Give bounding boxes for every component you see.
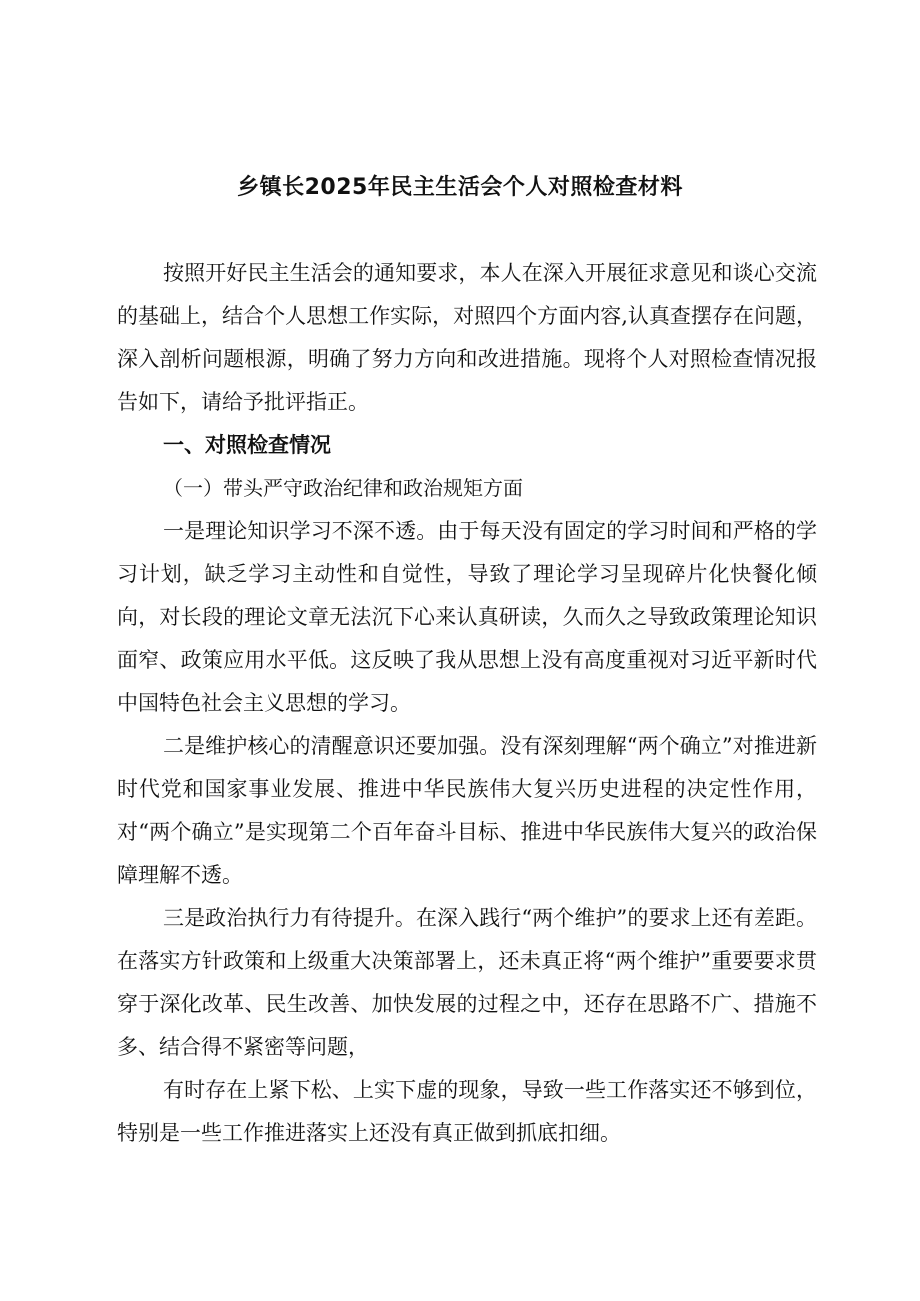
body-paragraph-2: 二是维护核心的清醒意识还要加强。没有深刻理解“两个确立”对推进新时代党和国家事业发展、推进中华民族伟大复兴历史进程的决定性作用，对“两个确立”是实现第二个百年奋斗目标、推进中华民族伟大复兴的政治保障理解不透。 (117, 734, 817, 887)
body-paragraph-4: 有时存在上紧下松、上实下虚的现象，导致一些工作落实还不够到位，特别是一些工作推进落实上还没有真正做到抓底扣细。 (117, 1078, 817, 1145)
section-heading: 一、对照检查情况 (163, 433, 331, 457)
body-paragraph-3: 三是政治执行力有待提升。在深入践行“两个维护”的要求上还有差距。在落实方针政策和上级重大决策部署上，还未真正将“两个维护”重要要求贯穿于深化改革、民生改善、加快发展的过程之中，还存在思路不广、措施不多、结合得不紧密等问题， (117, 906, 817, 1059)
document-title: 乡镇长2025年民主生活会个人对照检查材料 (237, 175, 683, 200)
intro-paragraph: 按照开好民主生活会的通知要求，本人在深入开展征求意见和谈心交流的基础上，结合个人思想工作实际，对照四个方面内容,认真查摆存在问题，深入剖析问题根源，明确了努力方向和改进措施。现将个人对照检查情况报告如下，请给予批评指正。 (117, 261, 817, 414)
document-body (117, 252, 817, 1155)
subsection-heading: （一）带头严守政治纪律和政治规矩方面 (163, 476, 523, 500)
body-paragraph-1: 一是理论知识学习不深不透。由于每天没有固定的学习时间和严格的学习计划，缺乏学习主动性和自觉性，导致了理论学习呈现碎片化快餐化倾向，对长段的理论文章无法沉下心来认真研读，久而久之导致政策理论知识面窄、政策应用水平低。这反映了我从思想上没有高度重视对习近平新时代中国特色社会主义思想的学习。 (117, 519, 817, 715)
